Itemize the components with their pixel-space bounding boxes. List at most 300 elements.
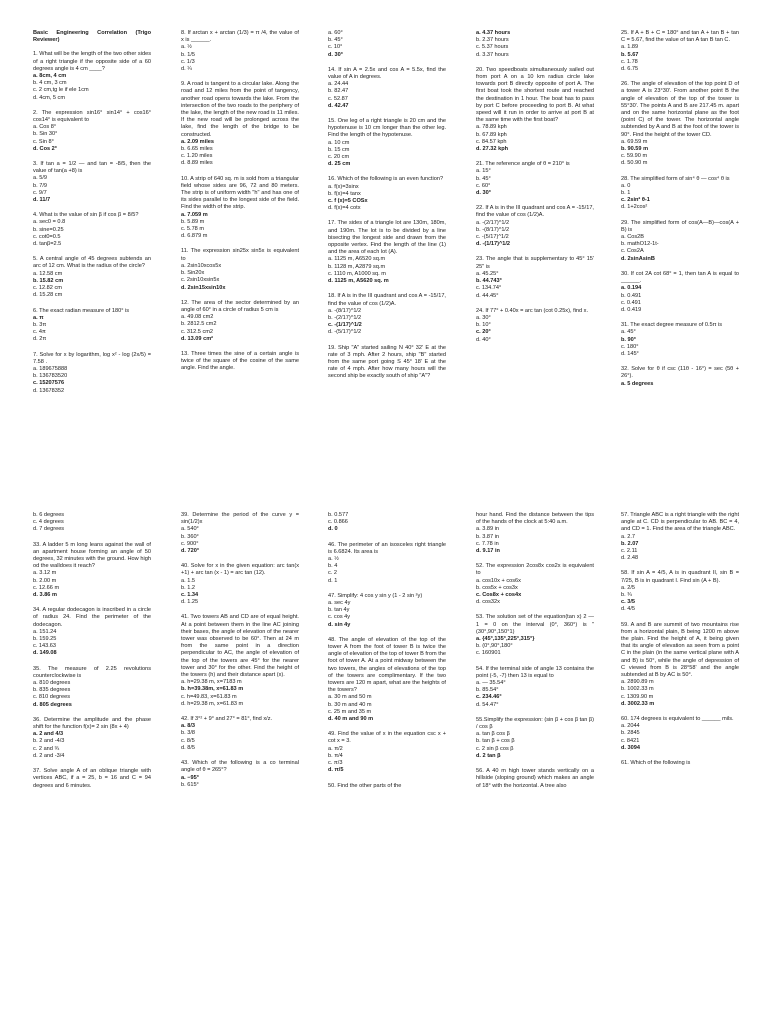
answer-choice: c. cot0=0.5 (33, 233, 61, 240)
answer-choice: b. 7/9 (33, 182, 47, 189)
answer-choice-correct: b. h=39.38m, x=61.83 m (181, 686, 244, 693)
question-text: 10. A strip of 640 sq. m is sold from a triangular field whose sides are 96, 72 and 80 meters. The strip is of uniform width "h" and has one of its sides parallel to the longest side of the field. Find the width of the strip. (181, 175, 299, 211)
answer-choice: b. 30 m and 40 m (328, 701, 372, 708)
question-text: 9. A road is tangent to a circular lake. Along the road and 12 miles from the point of tangency, another road opens towards the lake. From the intersection of the two roads to the periphery of the lake, the length of the new road is 11 miles. If the new road will be prolonged across the lake, find the length of the bridge to be constructed. (181, 81, 299, 138)
answer-choice: d. 50.90 m (621, 160, 648, 167)
answer-choice: b. 2 and -4/3 (33, 738, 65, 745)
choice-list (328, 746, 446, 775)
choice-list (621, 183, 739, 212)
question-text: 23. The angle that is supplementary to 45° 15' 25" is (476, 256, 594, 270)
answer-choice-correct: c. Cos8x + cos4x (476, 592, 522, 599)
answer-choice: c. 8421 (621, 737, 640, 744)
answer-choice-correct: a. 8/3 (181, 723, 195, 730)
column-1 (33, 512, 151, 798)
answer-choice: c. 25 m and 35 m (328, 708, 372, 715)
answer-choice: b. cos5x + cos3x (476, 584, 518, 591)
answer-choice: b. -(2/17)^1/2 (328, 314, 362, 321)
answer-choice-correct: c. 234.46° (476, 694, 502, 701)
question-text: 58. If sin A = 4/5, A is in quadrant II, sin B = 7/25, B is in quadrant I. Find sin (A + B). (621, 570, 739, 584)
answer-choice: c. 180° (621, 343, 639, 350)
choice-list (33, 731, 151, 760)
choice-list (328, 600, 446, 629)
question-text: hour hand. Find the distance between the tips of the hands of the clock at 5:40 a.m. (476, 512, 594, 526)
column-4 (476, 512, 594, 798)
answer-choice: b. 6 degrees (33, 512, 65, 518)
question-text: 50. Find the other parts of the (328, 782, 402, 789)
answer-choice: b. f(x)=4 tanx (328, 190, 361, 197)
answer-choice-correct: a. {45°,135°,225°,315°} (476, 636, 535, 643)
choice-list (476, 680, 594, 709)
answer-choice-correct: d. 3.86 m (33, 592, 57, 599)
answer-choice: a. 30 m and 50 m (328, 694, 372, 701)
column-2 (181, 30, 299, 381)
answer-choice: a. 1125 m, A6520 sq.m (328, 256, 386, 263)
answer-choice: b. 1/5 (181, 51, 195, 58)
answer-choice: a. f(x)=3sinx (328, 183, 359, 190)
answer-choice: d. 44.45° (476, 292, 499, 299)
answer-choice: b. 82.47 (328, 88, 349, 95)
answer-choice: a. 2044 (621, 723, 640, 730)
answer-choice-correct: d. 9.17 in (476, 548, 500, 555)
question-text: 29. The simplified form of cos(A—B)—cos(A + B) is (621, 219, 739, 233)
answer-choice: b. 2812.5 cm2 (181, 321, 217, 328)
answer-choice: a. 3.89 in (476, 526, 500, 533)
answer-choice: a. 0 (621, 182, 631, 189)
answer-choice: c. 2.11 (621, 548, 638, 555)
question-text: 13. Three times the sine of a certain angle is twice of the square of the cosine of the same angle. Find the angle. (181, 350, 299, 372)
answer-choice: c. 900° (181, 540, 199, 547)
answer-choice: a. -(8/17)^1/2 (328, 307, 362, 314)
answer-choice-correct: b. 15.82 cm (33, 277, 64, 284)
answer-choice: b. 2.37 hours (476, 37, 509, 44)
choice-list (181, 212, 299, 241)
answer-choice: c. 810 degrees (33, 694, 71, 701)
answer-choice-correct: d. 2sinAsinB (621, 255, 655, 262)
column-3 (328, 512, 446, 798)
answer-choice: c. Sin 8° (33, 138, 54, 145)
answer-choice: a. 1.5 (181, 577, 195, 584)
question-text: 57. Triangle ABC is a right triangle with the right angle at C. CD is perpendicular to AB. BC = 4, and CD = 1. Find the area of the triangle ABC. (621, 512, 739, 533)
answer-choice: a. 189675888 (33, 365, 68, 372)
answer-choice-correct: d. -(1/17)^1/2 (476, 241, 511, 248)
answer-choice-correct: d. 1125 m, A5620 sq. m (328, 278, 389, 285)
question-text: 48. The angle of elevation of the top of the tower A from the foot of tower B is twice the angle of elevation of the top of tower B from the foot of tower A. At a point midway between the two towers, the angles of elevations of the top of the towers are complimentary. If the two towers are 120 m apart, what are the heights of the towers? (328, 636, 446, 694)
answer-choice-correct: a. 2.09 miles (181, 138, 214, 145)
answer-choice: d. 13678352 (33, 387, 65, 394)
question-text: 36. Determine the amplitude and the phase shift for the function f(x)= 2 sin (8x + 4) (33, 716, 151, 731)
answer-choice: c. 10° (328, 44, 343, 51)
answer-choice-correct: b. 5.67 (621, 51, 639, 58)
question-text: 59. A and B are summit of two mountains rise from a horizontal plain, B being 1200 m above the plain. Find the height of A, it being given that its angle of elevation as seen from a point C in the plain (in the same vertical plane with A and B) is 50°, while the angle of depression of C viewed from B is 28°58' and the angle subtended at B by AC is 50°. (621, 621, 739, 679)
question-text: 5. A central angle of 45 degrees subtends an arc of 12 cm. What is the radius of the circle? (33, 256, 151, 270)
answer-choice: d. 4cm, 5 cm (33, 94, 66, 101)
answer-choice: b. 15 cm (328, 146, 350, 153)
answer-choice: a. cos10x + cos6x (476, 577, 521, 584)
answer-choice-correct: d. π/5 (328, 767, 344, 774)
answer-choice: d. 0.419 (621, 306, 642, 313)
answer-choice: c. 1/3 (181, 58, 195, 65)
choice-list (33, 315, 151, 344)
answer-choice: b. 1 (621, 190, 631, 197)
question-text: 43. Which of the following is a co terminal angle of θ = 265°? (181, 760, 299, 774)
answer-choice: b. 2845 (621, 730, 640, 737)
question-text: 49. Find the value of x in the equation csc x + cot x = 3. (328, 731, 446, 745)
page-2 (0, 512, 768, 1024)
answer-choice: a. 5/9 (33, 175, 47, 182)
question-text: 15. One leg of a right triangle is 20 cm and the hypotenuse is 10 cm longer than the other leg. Find the length of the hypotenuse. (328, 118, 446, 139)
choice-list (476, 30, 594, 59)
answer-choice: c. 59.90 m (621, 153, 648, 160)
choice-list (328, 140, 446, 169)
answer-choice-correct: a. 8cm, 4 cm (33, 73, 67, 80)
answer-choice: d. ¼ (181, 66, 192, 73)
answer-choice-correct: d. 42.47 (328, 102, 349, 109)
column-3 (328, 30, 446, 389)
answer-choice: a. 10 cm (328, 139, 350, 146)
answer-choice: a. π/2 (328, 745, 343, 752)
choice-list (328, 81, 446, 110)
answer-choice: b. 3π (33, 321, 47, 328)
answer-choice: c. 7.78 in (476, 540, 499, 547)
question-text: 55.Simplify the expression: (sin β + cos β tan β) / cos β (476, 716, 595, 731)
answer-choice: b. mathO12-1t- (621, 241, 659, 248)
answer-choice-correct: d. 2 tan β (476, 752, 501, 759)
answer-choice: c. 12.66 m (33, 584, 60, 591)
choice-list (181, 723, 299, 752)
answer-choice: b. 45° (476, 175, 491, 182)
answer-choice: a. 2sin10xcos5x (181, 262, 222, 269)
answer-choice-correct: d. 30° (328, 51, 343, 58)
answer-choice: c. 52.87 (328, 95, 348, 102)
answer-choice-correct: a. π (33, 314, 44, 321)
answer-choice: c. 143.63 (33, 643, 57, 650)
choice-list (181, 44, 299, 73)
choice-list (476, 315, 594, 344)
question-text: 1. What will be the length of the two other sides of a right triangle if the opposite side of a 60 degrees angle is 4 cm ____? (33, 51, 151, 72)
answer-choice-correct: a. 5 degrees (621, 380, 654, 387)
answer-choice-correct: c. 15207576 (33, 380, 65, 387)
question-text: 34. A regular dodecagon is inscribed in a circle of radius 24. Find the perimeter of the dodecagon. (33, 607, 151, 628)
answer-choice: b. -(8/17)^1/2 (476, 226, 510, 233)
answer-choice-correct: d. 149.08 (33, 650, 57, 657)
column-5 (621, 512, 739, 775)
answer-choice-correct: b. 44.743° (476, 278, 502, 285)
answer-choice: a. Cos 8° (33, 124, 57, 131)
choice-list (476, 636, 594, 658)
answer-choice-correct: a. 0.194 (621, 285, 642, 292)
choice-list (33, 73, 151, 102)
answer-choice: b. 6.65 miles (181, 146, 213, 153)
answer-choice: b. 5.89 m (181, 218, 205, 225)
column-2 (181, 512, 299, 797)
answer-choice: d. 2.48 (621, 555, 639, 562)
answer-choice: b. 360° (181, 533, 199, 540)
answer-choice-correct: c. -(1/17)^1/2 (328, 322, 362, 329)
choice-list (476, 168, 594, 197)
choice-list (328, 556, 446, 585)
answer-choice: c. 134.74° (476, 285, 502, 292)
answer-choice: a. 810 degrees (33, 680, 71, 687)
answer-choice: a. 1.89 (621, 44, 639, 51)
choice-list (33, 512, 151, 534)
question-text: 8. If arctan x + arctan (1/3) = π /4, the value of x is ______. (181, 30, 299, 44)
choice-list (328, 694, 446, 723)
choice-list (33, 366, 151, 395)
question-text: 53. The solution set of the equation(tan x) 2 — 1 = 0 on the interval (0°, 360°) is "(30°,90°,150°1) (476, 614, 594, 635)
answer-choice: b. 67.89 kph (476, 131, 507, 138)
answer-choice: a. 151.24 (33, 628, 57, 635)
choice-list (621, 723, 739, 752)
answer-choice-correct: d. 720° (181, 548, 200, 555)
answer-choice: a. -(2/17)^1/2 (476, 219, 510, 226)
choice-list (33, 219, 151, 248)
answer-choice-correct: d. 3094 (621, 744, 640, 751)
answer-choice: b. 1128 m, A2879 sq.m (328, 263, 386, 270)
choice-list (328, 184, 446, 213)
answer-choice: c. -(5/17)^1/2 (476, 234, 509, 241)
question-text: 56. A 40 m high tower stands vertically on a hillside (sloping ground) which makes an angle of 18° with the horizontal. A tree also (476, 768, 594, 789)
choice-list (181, 263, 299, 292)
answer-choice: c. 1.78 (621, 58, 638, 65)
answer-choice: c. 1309.90 m (621, 693, 654, 700)
answer-choice: c. 5.78 m (181, 226, 205, 233)
answer-choice: d. f(x)=4 cotx (328, 205, 361, 212)
answer-choice: b. 4 cm, 3 cm (33, 80, 67, 87)
answer-choice: a. 45.25° (476, 270, 499, 277)
answer-choice-correct: d. 30° (476, 190, 491, 197)
choice-list (476, 220, 594, 249)
question-text: 19. Ship "A" started sailing N 40° 32' E at the rate of 3 mph. After 2 hours, ship "B" started from the same port going S 45° 18' E at the rate of 4 mph. After how many hours will the second ship be exactly south of ship "A"? (328, 344, 446, 380)
question-text: 14. If sin A = 2.5x and cos A = 5.5x, find the value of A in degrees. (328, 66, 446, 81)
answer-choice: c. 60° (476, 182, 491, 189)
answer-choice: c. 2 sin β cos β (476, 745, 514, 752)
question-text: 52. The expression 2cos8x cos2x is equivalent to (476, 563, 594, 577)
choice-list (328, 256, 446, 285)
answer-choice: c. 312.5 cm2 (181, 328, 214, 335)
answer-choice-correct: d. 27.32 kph (476, 146, 509, 153)
answer-choice: a. 60° (328, 30, 343, 36)
answer-choice: a. 49.08 cm2 (181, 314, 214, 321)
answer-choice-correct: d. 805 degrees (33, 701, 72, 708)
answer-choice: d. h=29.38 m, x=61.83 m (181, 700, 244, 707)
answer-choice: b. 45° (328, 37, 343, 44)
choice-list (621, 44, 739, 73)
question-text: 39. Determine the period of the curve y = sin(1/2)x (181, 512, 299, 526)
choice-list (33, 271, 151, 300)
answer-choice-correct: a. 7.059 m (181, 211, 208, 218)
answer-choice: a. h=29.38 m, x=7183 m (181, 679, 242, 686)
question-text: 3. If tan a = 1/2 — and tan = -8/5, then the value of tan(a +8) is (33, 161, 151, 175)
answer-choice: b. 136783520 (33, 373, 68, 380)
answer-choice-correct: d. 2sin15xsin10x (181, 284, 226, 291)
question-text: 22. If A is in the III quadrant and cos A = -15/17, find the value of cos (1/2)A. (476, 205, 594, 219)
answer-choice: a. ½ (181, 44, 192, 51)
question-text: 26. The angle of elevation of the top point D of a tower A is 23°30'. From another point B the angle of elevation of the top of the tower is 55°30'. The points A and B are 217.45 m. apart and on the same horizontal plane as the foot (point C) of the tower. The horizontal angle subtended by A and B at the foot of the tower is 90°. Find the height of the tower CD. (621, 81, 739, 138)
answer-choice: b. Sin 30° (33, 131, 58, 138)
answer-choice: d. 4/5 (621, 606, 635, 613)
answer-choice: c. 0.866 (328, 519, 348, 526)
choice-list (621, 285, 739, 314)
question-text: 37. Solve angle A of an oblique triangle with vertices ABC, if a = 25, b = 16 and C = 94 degrees and 6 minutes. (33, 768, 151, 789)
answer-choice: d. 3.37 hours (476, 51, 509, 58)
question-text: 16. Which of the following is an even function? (328, 176, 444, 183)
answer-choice-correct: d. 13.09 cm² (181, 335, 214, 342)
question-text: 28. The simplified form of sin⁴ θ — cos⁴ θ is (621, 175, 730, 182)
answer-choice: a. sec 4y (328, 600, 351, 607)
answer-choice: a. Cos2B (621, 234, 645, 241)
question-text: 30. If cot 2A cot 68° = 1, then tan A is equal to ______. (621, 270, 739, 285)
answer-choice: d. 15.28 cm (33, 292, 63, 299)
answer-choice-correct: d. 11/7 (33, 197, 51, 204)
answer-choice-correct: c. f (x)=5 COSx (328, 198, 368, 205)
answer-choice: b. 10° (476, 322, 491, 329)
answer-choice: c. 2 (328, 570, 338, 577)
answer-choice: c. 160901 (476, 650, 501, 657)
question-text: 32. Solve for θ if csc (11θ - 16°) = sec (5θ + 26°). (621, 366, 739, 380)
choice-list (621, 585, 739, 614)
answer-choice: a. 69.59 m (621, 138, 648, 145)
answer-choice: d. 1+2cos² (621, 204, 648, 211)
choice-list (621, 381, 739, 388)
choice-list (621, 329, 739, 358)
answer-choice-correct: c. 2sin² θ-1 (621, 197, 650, 204)
answer-choice: a. tan β cos β (476, 731, 510, 738)
answer-choice: a. ½ (328, 556, 339, 563)
choice-list (476, 578, 594, 607)
answer-choice: b. 1.2 (181, 584, 195, 591)
answer-choice: b. Sin20x (181, 270, 205, 277)
answer-choice-correct: d. 0 (328, 526, 338, 533)
choice-list (476, 526, 594, 555)
question-text: 2. The expression sin16° sin14° + cos16° cos14° is equivalent to (33, 109, 151, 124)
answer-choice: b. (0°,90°,180° (476, 643, 513, 650)
answer-choice: b. 3.87 in (476, 533, 500, 540)
choice-list (476, 124, 594, 153)
answer-choice-correct: c. 1.34 (181, 592, 199, 599)
document-title: Basic Engineering Correlation (Trigo Reviewer) (33, 30, 151, 44)
answer-choice: a. 2/5 (621, 584, 635, 591)
question-text: 46. The perimeter of an isosceles right triangle is 6.6824. Its area is (328, 541, 446, 555)
answer-choice: c. 84.57 kph (476, 138, 507, 145)
answer-choice: d. 8/5 (181, 744, 195, 751)
answer-choice: d. 7 degrees (33, 526, 65, 533)
answer-choice: b. 159.25 (33, 636, 57, 643)
answer-choice: c. 1.20 miles (181, 153, 213, 160)
answer-choice: b. 2.00 m (33, 577, 57, 584)
choice-list (621, 534, 739, 563)
question-text: 4. What is the value of sin β if cos β = 8/5? (33, 212, 139, 219)
question-text: 40. Solve for x in the given equation: arc tan(x +1) + arc tan (x - 1) = arc tan (12). (181, 563, 299, 577)
answer-choice: a. 2890.89 m (621, 679, 654, 686)
question-text: 11. The expression sin25x sin5x is equivalent to (181, 248, 299, 262)
answer-choice: c. 5.37 hours (476, 44, 509, 51)
answer-choice: d. -(5/17)^1/2 (328, 329, 362, 336)
answer-choice: d. 8.89 miles (181, 160, 213, 167)
question-text: 35. The measure of 2.25 revolutions counterclockwise is (33, 665, 151, 679)
answer-choice: c. cos 4y (328, 614, 351, 621)
answer-choice: b. tan 4y (328, 607, 350, 614)
answer-choice: d. cos32x (476, 599, 500, 606)
answer-choice: a. — 35.54° (476, 680, 506, 687)
question-text: 21. The reference angle of θ = 210° is (476, 161, 570, 168)
answer-choice-correct: d. 3002.33 m (621, 700, 655, 707)
question-text: 7. Solve for x by logarithm, log x² - log (2x/5) = 7.58 . (33, 351, 151, 365)
answer-choice: c. 1110 m, A1000 sq. m (328, 270, 386, 277)
answer-choice: a. 30° (476, 314, 491, 321)
answer-choice: a. sec0 = 0.8 (33, 219, 66, 226)
answer-choice: b. ¾ (621, 592, 632, 599)
answer-choice: d. tanβ=2.5 (33, 241, 62, 248)
answer-choice: b. 85.54° (476, 687, 499, 694)
answer-choice: d. 1.25 (181, 599, 199, 606)
answer-choice: c. 2 and ¾ (33, 745, 60, 752)
choice-list (33, 175, 151, 204)
answer-choice-correct: a. −95° (181, 774, 199, 781)
answer-choice: b. 1002.33 m (621, 686, 654, 693)
answer-choice: c. 4 degrees (33, 519, 64, 526)
choice-list (181, 578, 299, 607)
choice-list (476, 271, 594, 300)
question-text: 61. Which of the following is (621, 760, 691, 767)
answer-choice-correct: a. 4.37 hours (476, 30, 511, 36)
question-text: 25. If A + B + C = 180° and tan A + tan B + tan C = 5.67, find the value of tan A tan B tan C. (621, 30, 739, 44)
answer-choice-correct: c. 20° (476, 329, 491, 336)
answer-choice: c. 8/5 (181, 737, 195, 744)
answer-choice: d. 2π (33, 336, 47, 343)
answer-choice: c. 20 cm (328, 154, 350, 161)
question-text: 24. If 77° + 0.40x = arc tan (cot 0.25x), find x. (476, 307, 588, 314)
answer-choice: c. h=49.83, x=61.83 m (181, 693, 237, 700)
answer-choice: d. 6.879 m (181, 233, 208, 240)
choice-list (33, 629, 151, 658)
answer-choice: a. 15° (476, 168, 491, 175)
answer-choice: a. 78.89 kph (476, 124, 507, 131)
answer-choice: d. 40° (476, 336, 491, 343)
answer-choice: b. 835 degrees (33, 687, 71, 694)
question-text: 17. The sides of a triangle lot are 130m, 180m, and 190m. The lot is to be divided by a line bisecting the longest side and drawn from the opposite vertex. Find the length of the line (1) and the area of each lot (A). (328, 220, 446, 256)
answer-choice: a. 2.7 (621, 533, 635, 540)
answer-choice-correct: a. 2 and 4/3 (33, 731, 64, 738)
answer-choice: d. 2 and -3/4 (33, 752, 65, 759)
choice-list (328, 308, 446, 337)
answer-choice: a. 24.44 (328, 81, 349, 88)
question-text: 47. Simplify: 4 cos y sin y (1 - 2 sin ²y) (328, 592, 423, 599)
choice-list (621, 139, 739, 168)
column-4 (476, 30, 594, 352)
answer-choice: a. 540° (181, 526, 199, 533)
question-text: 18. If A is in the III quadrant and cos A = -15/17, find the value of cos (1/2)A. (328, 293, 446, 307)
question-text: 20. Two speedboats simultaneously sailed out from port A on a 10 km radius circle lake towards port B directly opposite of port A. The first boat took the shortest route and reached the destination in 1 hour. The boat has to pass by port C before proceeding to port B. At what speed will it run in order to arrive at port B at the same time with the first boat? (476, 66, 594, 124)
choice-list (33, 124, 151, 153)
answer-choice-correct: b. 90.59 m (621, 146, 649, 153)
column-5 (621, 30, 739, 396)
choice-list (328, 30, 446, 59)
answer-choice: c. 2sin10xsin5x (181, 277, 220, 284)
choice-list (33, 570, 151, 599)
answer-choice: a. 3.12 m (33, 570, 57, 577)
question-text: 12. The area of the sector determined by an angle of 60° in a circle of radius 5 cm is (181, 299, 299, 313)
answer-choice: c. Cos2A (621, 248, 644, 255)
choice-list (476, 731, 594, 760)
choice-list (621, 679, 739, 708)
choice-list (181, 314, 299, 343)
answer-choice: b. tan β + cos β (476, 738, 515, 745)
choice-list (621, 234, 739, 263)
answer-choice-correct: b. 90° (621, 336, 636, 343)
question-text: 33. A ladder 5 m long leans against the wall of an apartment house forming an angle of 50 degrees, 32 minutes with the ground. How high od the walldoes it reach? (33, 541, 151, 570)
answer-choice: c. π/3 (328, 760, 343, 767)
answer-choice: d. 54.47° (476, 701, 499, 708)
